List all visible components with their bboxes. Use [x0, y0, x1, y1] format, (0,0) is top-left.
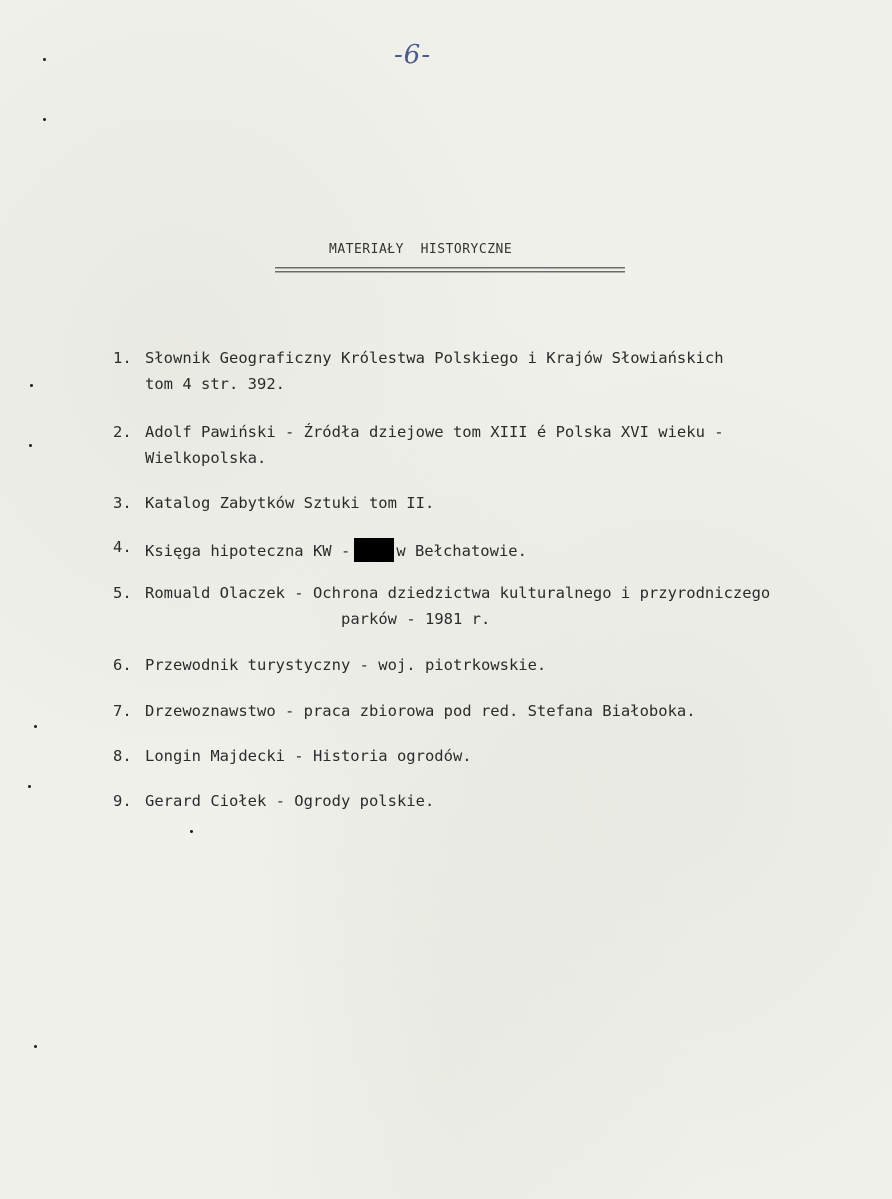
- scan-mark: [43, 118, 46, 121]
- list-item-number: 4.: [113, 538, 132, 556]
- list-item-text-after: w Bełchatowie.: [396, 542, 527, 560]
- list-item-text-before: Księga hipoteczna KW -: [145, 542, 351, 560]
- list-item-text: parków - 1981 r.: [341, 610, 491, 628]
- scan-mark: [30, 384, 33, 387]
- scan-mark: [29, 444, 32, 447]
- list-item-text: tom 4 str. 392.: [145, 375, 285, 393]
- list-item-number: 7.: [113, 702, 132, 720]
- list-item-text: Przewodnik turystyczny - woj. piotrkowskie.: [145, 656, 547, 674]
- scan-mark: [34, 725, 37, 728]
- list-item-text: Wielkopolska.: [145, 449, 267, 467]
- scan-mark: [34, 1045, 37, 1048]
- list-item-text: Słownik Geograficzny Królestwa Polskiego i Krajów Słowiańskich: [145, 349, 724, 367]
- list-item-text: Drzewoznawstwo - praca zbiorowa pod red. Stefana Białoboka.: [145, 702, 696, 720]
- scan-mark: [190, 830, 193, 833]
- list-item-text: Gerard Ciołek - Ogrody polskie.: [145, 792, 435, 810]
- list-item-number: 5.: [113, 584, 132, 602]
- redaction-box: [354, 538, 394, 562]
- scan-mark: [28, 785, 31, 788]
- list-item-text: Katalog Zabytków Sztuki tom II.: [145, 494, 435, 512]
- list-item-number: 2.: [113, 423, 132, 441]
- list-item-text: [145, 538, 527, 562]
- page-number: -6-: [394, 40, 432, 70]
- list-item-number: 9.: [113, 792, 132, 810]
- list-item-number: 8.: [113, 747, 132, 765]
- list-item-text: Longin Majdecki - Historia ogrodów.: [145, 747, 472, 765]
- scan-mark: [43, 58, 46, 61]
- list-item-text: Adolf Pawiński - Źródła dziejowe tom XIII é Polska XVI wieku -: [145, 423, 724, 441]
- list-item-number: 3.: [113, 494, 132, 512]
- list-item-number: 1.: [113, 349, 132, 367]
- document-title: MATERIAŁY HISTORYCZNE: [329, 242, 513, 257]
- list-item-text: Romuald Olaczek - Ochrona dziedzictwa kulturalnego i przyrodniczego: [145, 584, 771, 602]
- list-item-number: 6.: [113, 656, 132, 674]
